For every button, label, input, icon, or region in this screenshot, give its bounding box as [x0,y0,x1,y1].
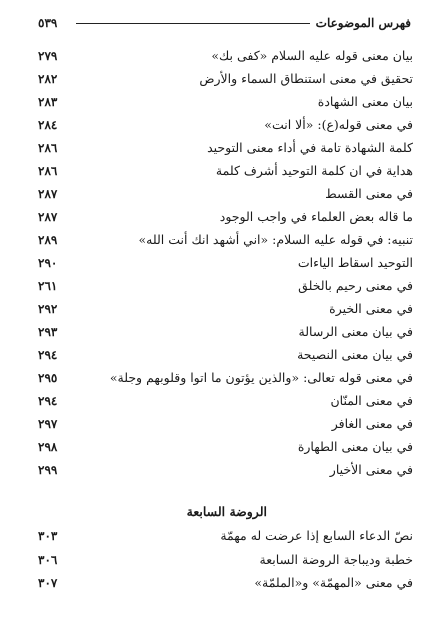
toc-entry-page: ٢٨٤ [38,118,58,132]
toc-entry-title: خطبة وديباجة الروضة السابعة [259,551,413,567]
toc-entry-title: كلمة الشهادة تامة في أداء معنى التوحيد [207,140,413,155]
toc-entry-title: نصّ الدعاء السابع إذا عرضت له مهمّة [220,528,413,543]
toc-entry-title: في معنى الأخيار [329,462,413,477]
toc-entry-title: في بيان معنى الرسالة [298,324,413,339]
toc-entry [38,524,413,548]
toc-entry [38,320,413,343]
toc-entry [38,412,413,435]
toc-entry-page: ٢٨٢ [38,72,58,86]
toc-entry-title: تحقيق في معنى استنطاق السماء والأرض [199,71,413,86]
toc-entry-title: في بيان معنى النصيحة [297,347,413,362]
toc-entry [38,458,413,481]
toc-entry [38,343,413,366]
toc-entry-page: ٢٩٨ [38,440,58,454]
toc-entry [38,297,413,320]
toc-entry-title: هداية في ان كلمة التوحيد أشرف كلمة [215,163,413,178]
toc-entry-page: ٢٧٩ [38,49,58,63]
header-title: فهرس الموضوعات [310,16,411,30]
toc-entry-title: بيان معنى قوله عليه السلام «كفى بك» [211,48,413,63]
toc-entry-page: ٢٨٦ [38,141,58,155]
toc-entry [38,182,413,205]
header-rule [76,23,319,24]
toc-entry-page: ٢٨٩ [38,233,58,247]
section-toc-list [38,524,413,595]
toc-entry-title: تنبيه: في قوله عليه السلام: «اني أشهد انك أنت الله» [138,232,413,247]
toc-entry-page: ٢٦١ [38,279,58,293]
toc-entry [38,44,413,67]
toc-entry [38,366,413,389]
toc-entry-page: ٢٩٤ [38,348,58,362]
toc-entry-page: ٢٩٤ [38,394,58,408]
toc-entry [38,228,413,251]
toc-entry [38,159,413,182]
toc-entry-page: ٢٨٣ [38,95,58,109]
toc-entry-title: في معنى المنّان [330,393,413,408]
toc-entry-title: في بيان معنى الطهارة [297,439,413,454]
toc-entry [38,389,413,412]
toc-entry [38,205,413,228]
toc-entry-page: ٣٠٣ [38,529,58,543]
toc-entry-page: ٢٨٧ [38,210,58,224]
header-page-number: ٥٣٩ [38,16,63,30]
toc-entry-title: في معنى قوله تعالى: «والذين يؤتون ما اتوا وقلوبهم وجلة» [109,370,413,385]
toc-entry-page: ٢٩٣ [38,325,58,339]
toc-entry-page: ٢٩٢ [38,302,58,316]
toc-entry-title: في معنى رحيم بالخلق [298,278,413,293]
toc-entry-title: في معنى قوله(ع): «ألا انت» [264,117,413,132]
toc-entry-title: في معنى الغافر [331,416,413,431]
toc-entry [38,435,413,458]
toc-entry [38,548,413,572]
toc-entry-title: في معنى الخيرة [329,301,413,316]
toc-entry-title: بيان معنى الشهادة [317,94,413,109]
toc-entry-page: ٣٠٧ [38,576,58,590]
toc-entry [38,136,413,159]
toc-entry [38,251,413,274]
toc-entry-title: في معنى «المهمّة» و«الملمّة» [254,575,413,590]
toc-entry [38,113,413,136]
toc-entry [38,67,413,90]
toc-entry-title: ما قاله بعض العلماء في واجب الوجود [219,209,413,224]
toc-entry [38,571,413,595]
toc-entry-title: في معنى القسط [325,186,413,201]
toc-entry-page: ٢٨٦ [38,164,58,178]
section-heading: الروضة السابعة [186,504,267,519]
page-header [38,14,411,32]
toc-list [38,44,413,481]
toc-entry-page: ٣٠٦ [38,552,58,567]
toc-entry-page: ٢٨٧ [38,187,58,201]
toc-entry-page: ٢٩٥ [38,371,58,385]
toc-entry-title: التوحيد اسقاط الياءات [297,255,413,270]
toc-entry-page: ٢٩٠ [38,256,58,270]
toc-entry-page: ٢٩٧ [38,417,58,431]
toc-entry [38,90,413,113]
toc-entry [38,274,413,297]
toc-entry-page: ٢٩٩ [38,463,58,477]
